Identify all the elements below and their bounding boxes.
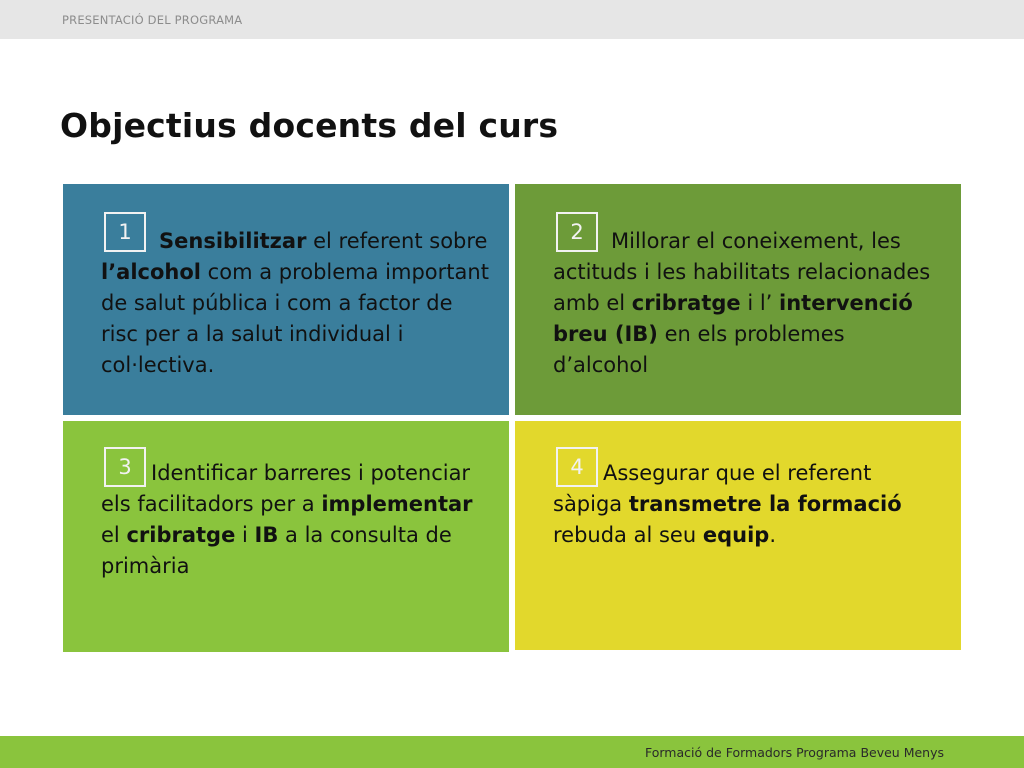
objective-3-segment-6: a la consulta de primària xyxy=(101,523,452,578)
objective-4-segment-0: Assegurar que el referent sàpiga xyxy=(553,461,872,516)
objective-3-segment-3: cribratge xyxy=(126,523,236,547)
objective-text-2 xyxy=(553,226,943,381)
objective-2-segment-3: intervenció breu (IB) xyxy=(553,291,913,346)
objective-1-segment-3: com a problema important de salut pública i com a factor de risc per a la salut individual i col·lectiva. xyxy=(101,260,489,377)
objective-3-segment-0: Identificar barreres i potenciar els facilitadors per a xyxy=(101,461,471,516)
objective-number-3: 3 xyxy=(104,447,146,487)
objective-2-segment-4: en els problemes d’alcohol xyxy=(553,322,845,377)
objective-text-4 xyxy=(553,458,943,551)
objective-4-segment-1: transmetre la formació xyxy=(628,492,902,516)
objective-1-segment-0: Sensibilitzar xyxy=(159,229,307,253)
objective-number-4: 4 xyxy=(556,447,598,487)
objective-3-segment-4: i xyxy=(235,523,255,547)
objective-number-1: 1 xyxy=(104,212,146,252)
objective-3-segment-5: IB xyxy=(254,523,279,547)
objective-1-segment-1: el referent sobre xyxy=(306,229,488,253)
slide-title: Objectius docents del curs xyxy=(60,106,559,145)
objective-4-segment-3: equip xyxy=(702,523,770,547)
objective-tile-3 xyxy=(63,421,509,652)
objective-2-segment-0: Millorar el coneixement, les actituds i les habilitats relacionades amb el xyxy=(553,229,931,315)
objective-text-1 xyxy=(101,226,491,381)
objective-tile-2 xyxy=(515,184,961,415)
objective-text-3 xyxy=(101,458,491,582)
objective-3-segment-1: implementar xyxy=(321,492,473,516)
objective-tile-1 xyxy=(63,184,509,415)
objective-number-2: 2 xyxy=(556,212,598,252)
header-bar xyxy=(0,0,1024,39)
objective-1-segment-2: l’alcohol xyxy=(101,260,201,284)
objective-4-segment-4: . xyxy=(769,523,776,547)
objective-4-segment-2: rebuda al seu xyxy=(553,523,703,547)
footer-text: Formació de Formadors Programa Beveu Menys xyxy=(645,745,944,760)
section-label: PRESENTACIÓ DEL PROGRAMA xyxy=(62,13,243,27)
footer-bar xyxy=(0,736,1024,768)
objective-2-segment-2: i l’ xyxy=(740,291,780,315)
objective-3-segment-2: el xyxy=(101,523,127,547)
objective-2-segment-1: cribratge xyxy=(631,291,741,315)
objective-tile-4 xyxy=(515,421,961,650)
